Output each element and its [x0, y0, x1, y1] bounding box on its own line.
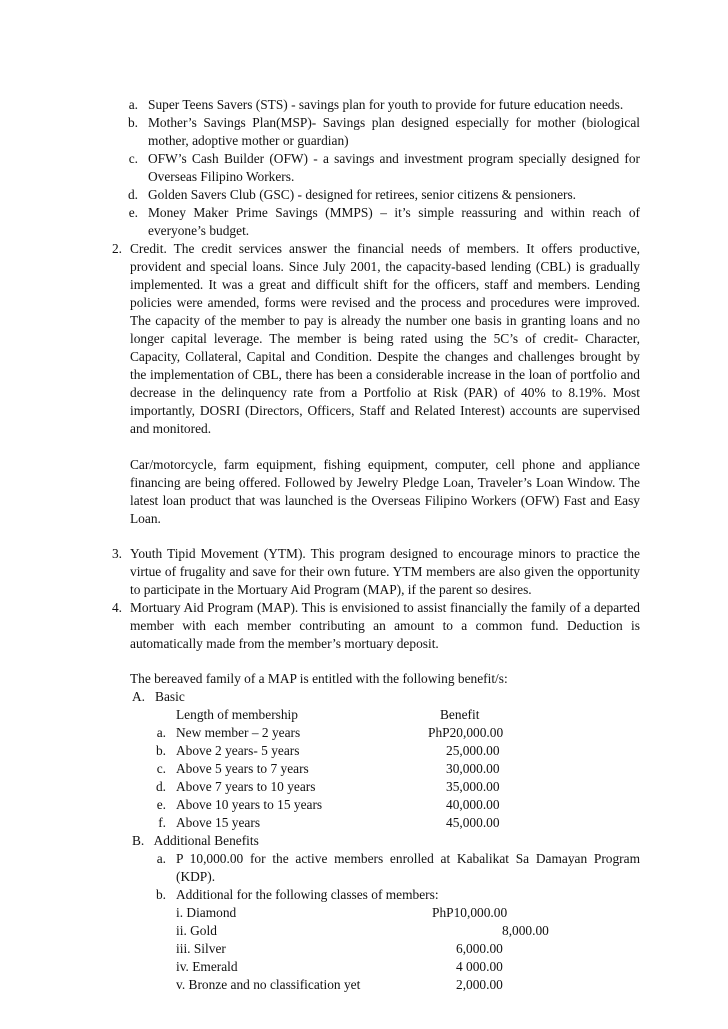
list-marker: a.: [128, 97, 138, 112]
row-amount: 35,000.00: [446, 779, 500, 794]
paragraph-line: The capacity of the member to pay is already the number one basis in granting loans and no: [130, 313, 640, 328]
paragraph-line: to participate in the Mortuary Aid Program (MAP), if the parent so desires.: [130, 582, 532, 597]
paragraph-line: longer capital leverage. The member is being rated using the 5C’s of credit- Character,: [130, 331, 640, 346]
list-item-text: Golden Savers Club (GSC) - designed for retirees, senior citizens & pensioners.: [148, 187, 577, 202]
class-name: iii. Silver: [176, 941, 226, 956]
paragraph-line: and monitored.: [130, 421, 212, 436]
row-term: Above 7 years to 10 years: [176, 779, 316, 794]
additional-heading: B. Additional Benefits: [132, 833, 259, 848]
row-term: Above 2 years- 5 years: [176, 743, 300, 758]
row-marker: d.: [155, 779, 166, 794]
paragraph-line: financing are being offered. Followed by Jewelry Pledge Loan, Traveler’s Loan Window. The: [130, 475, 640, 490]
row-marker: b.: [155, 743, 166, 758]
class-name: iv. Emerald: [176, 959, 238, 974]
paragraph-line: policies were amended, forms were revised and the process and procedures were improved.: [130, 295, 640, 310]
benefits-intro: The bereaved family of a MAP is entitled with the following benefit/s:: [130, 671, 508, 686]
row-amount: PhP20,000.00: [428, 725, 504, 740]
paragraph-line: virtue of frugality and save for their own future. YTM members are also given the opportunity: [130, 564, 640, 579]
column-header-length: Length of membership: [176, 707, 298, 722]
list-item-text: mother, adoptive mother or guardian): [148, 133, 349, 148]
list-marker: e.: [128, 205, 138, 220]
column-header-benefit: Benefit: [440, 707, 480, 722]
paragraph-line: latest loan product that was launched is the Overseas Filipino Workers (OFW) Fast and Easy: [130, 493, 640, 508]
class-name: v. Bronze and no classification yet: [176, 977, 361, 992]
row-amount: 45,000.00: [446, 815, 500, 830]
list-marker: c.: [128, 151, 138, 166]
class-amount: 8,000.00: [502, 923, 549, 938]
paragraph-line: decrease in the delinquency rate from a Portfolio at Risk (PAR) of 40% to 8.19%. Most: [130, 385, 640, 400]
row-amount: 30,000.00: [446, 761, 500, 776]
class-amount: 6,000.00: [456, 941, 503, 956]
row-marker: c.: [156, 761, 166, 776]
list-marker: b.: [127, 115, 138, 130]
paragraph-line: implemented. It was a great and difficult shift for the officers, staff and members. Lending: [130, 277, 640, 292]
row-marker: e.: [156, 797, 166, 812]
kdp-text: (KDP).: [176, 869, 216, 884]
row-term: Above 15 years: [176, 815, 261, 830]
paragraph-line: Youth Tipid Movement (YTM). This program designed to encourage minors to practice the: [130, 546, 640, 561]
paragraph-line: Capacity, Collateral, Capital and Condition. Despite the changes and challenges brought by: [130, 349, 640, 364]
row-amount: 40,000.00: [446, 797, 500, 812]
class-name: ii. Gold: [176, 923, 217, 938]
class-amount: 4 000.00: [456, 959, 503, 974]
paragraph-line: provident and special loans. Since July 2001, the capacity-based lending (CBL) is gradually: [130, 259, 640, 274]
section-number: 3.: [111, 546, 122, 561]
paragraph-line: Credit. The credit services answer the financial needs of members. It offers productive,: [130, 241, 640, 256]
class-amount: PhP10,000.00: [432, 905, 508, 920]
classes-intro: Additional for the following classes of members:: [176, 887, 439, 902]
list-item-text: OFW’s Cash Builder (OFW) - a savings and investment program specially designed for: [148, 151, 640, 166]
list-item-text: everyone’s budget.: [148, 223, 250, 238]
list-marker: d.: [127, 187, 138, 202]
list-item-text: Super Teens Savers (STS) - savings plan for youth to provide for future education needs.: [148, 97, 624, 112]
list-item-text: Money Maker Prime Savings (MMPS) – it’s simple reassuring and within reach of: [148, 205, 640, 220]
row-marker: b.: [155, 887, 166, 902]
class-amount: 2,000.00: [456, 977, 503, 992]
paragraph-line: Loan.: [130, 511, 161, 526]
paragraph-line: member with each member contributing an amount to a common fund. Deduction is: [130, 618, 640, 633]
paragraph-line: the implementation of CBL, there has been a considerable increase in the loan of portfolio and: [130, 367, 640, 382]
row-term: Above 5 years to 7 years: [176, 761, 309, 776]
basic-heading: A. Basic: [132, 689, 185, 704]
kdp-text: P 10,000.00 for the active members enrolled at Kabalikat Sa Damayan Program: [176, 851, 640, 866]
row-amount: 25,000.00: [446, 743, 500, 758]
section-number: 2.: [111, 241, 122, 256]
row-term: Above 10 years to 15 years: [176, 797, 323, 812]
class-name: i. Diamond: [176, 905, 237, 920]
row-marker: a.: [156, 725, 166, 740]
row-term: New member – 2 years: [176, 725, 301, 740]
paragraph-line: automatically made from the member’s mortuary deposit.: [130, 636, 439, 651]
list-item-text: Overseas Filipino Workers.: [148, 169, 295, 184]
paragraph-line: importantly, DOSRI (Directors, Officers, Staff and Related Interest) accounts are supervised: [130, 403, 640, 418]
paragraph-line: Mortuary Aid Program (MAP). This is envisioned to assist financially the family of a departed: [130, 600, 640, 615]
row-marker: f.: [158, 815, 166, 830]
paragraph-line: Car/motorcycle, farm equipment, fishing equipment, computer, cell phone and appliance: [130, 457, 640, 472]
row-marker: a.: [156, 851, 166, 866]
list-item-text: Mother’s Savings Plan(MSP)- Savings plan designed especially for mother (biological: [148, 115, 640, 130]
section-number: 4.: [111, 600, 122, 615]
